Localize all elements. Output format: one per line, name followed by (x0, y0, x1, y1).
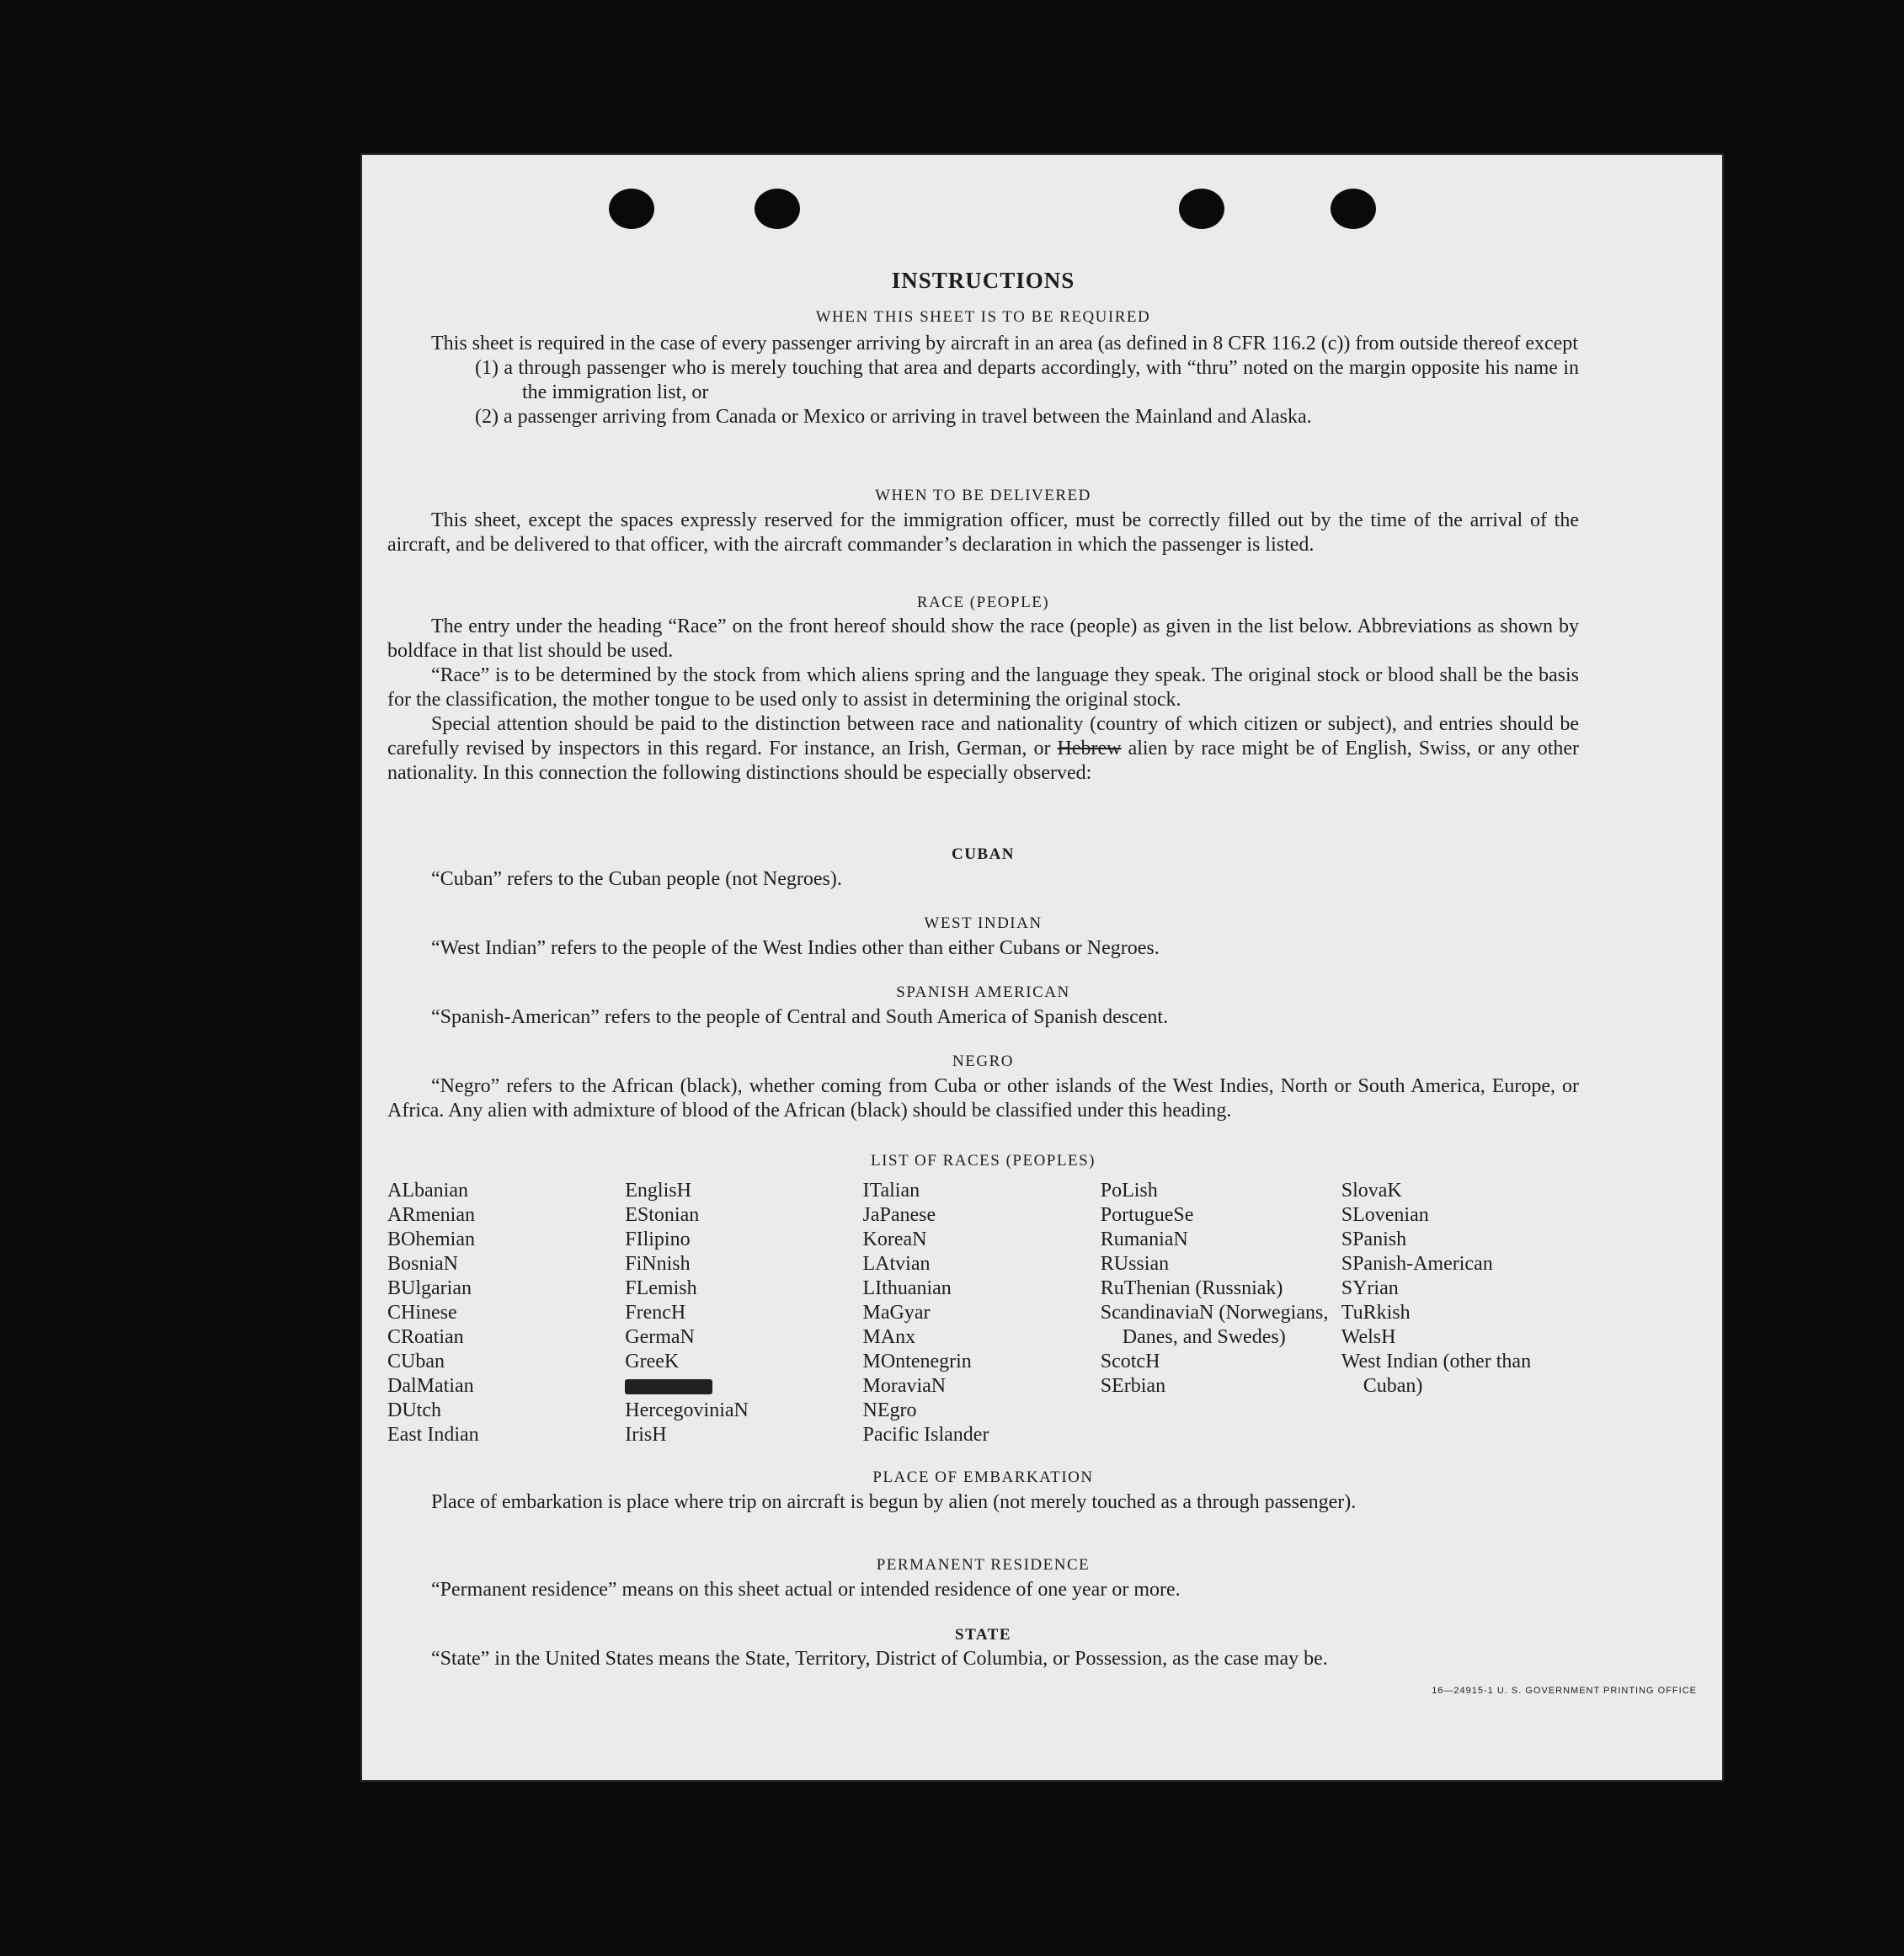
race-item: GreeK (625, 1351, 680, 1372)
punch-hole (1331, 189, 1376, 229)
race-item: HercegoviniaN (625, 1399, 749, 1421)
required-text: This sheet is required in the case of every passenger arriving by aircraft in an area (as defined in 8 CFR 116.2 (c)) from outside thereof except (431, 333, 1578, 354)
race-item: MoraviaN (862, 1375, 947, 1397)
races-column-1 (387, 1179, 625, 1447)
race-item: ScotcH (1100, 1351, 1160, 1372)
races-column-5 (1341, 1179, 1579, 1447)
race-item: PoLish (1100, 1180, 1158, 1202)
race-item: SYrian (1341, 1277, 1399, 1299)
document-page (362, 155, 1722, 1780)
redacted-race-item (625, 1374, 862, 1399)
spanish-american-text: “Spanish-American” refers to the people of Central and South America of Spanish descent. (431, 1006, 1169, 1028)
race-item: SlovaK (1341, 1180, 1402, 1202)
race-item: TuRkish (1341, 1302, 1411, 1324)
race-item: JaPanese (862, 1204, 936, 1226)
heading-spanish-american: SPANISH AMERICAN (896, 983, 1070, 1001)
race-item: MaGyar (862, 1302, 931, 1324)
races-column-4 (1101, 1179, 1341, 1447)
race-item: CHinese (387, 1302, 457, 1324)
race-item: WelsH (1341, 1326, 1396, 1348)
required-item-1: (1) a through passenger who is merely touching that area and departs accordingly, with “thru” noted on the margin opposite his name in the immigration list, or (475, 357, 1579, 403)
race-item: BosniaN (387, 1253, 458, 1275)
race-paragraph-1: The entry under the heading “Race” on the front hereof should show the race (people) as given in the list below. Abbreviations as shown by boldface in that list should be used. (387, 616, 1579, 662)
residence-text: “Permanent residence” means on this sheet actual or intended residence of one year or more. (431, 1579, 1181, 1601)
race-item: LAtvian (862, 1253, 931, 1275)
cuban-text: “Cuban” refers to the Cuban people (not Negroes). (431, 868, 842, 890)
race-item: EStonian (625, 1204, 700, 1226)
race-item: CRoatian (387, 1326, 464, 1348)
delivered-text: This sheet, except the spaces expressly reserved for the immigration officer, must be correctly filled out by the time of the arrival of the aircraft, and be delivered to that officer, with the aircraft commander’s declaration in which the passenger is listed. (387, 509, 1579, 556)
race-paragraph-3: Special attention should be paid to the distinction between race and nationality (country of which citizen or subject), and entries should be carefully revised by inspectors in this regard. For instance, an Irish, German, or Hebrew alien by race might be of English, Swiss, or any other nationality. In this connection the following distinctions should be especially observed: (387, 713, 1580, 784)
race-item: Pacific Islander (862, 1424, 989, 1446)
struck-word: Hebrew (1057, 738, 1122, 759)
print-footer: 16—24915-1 U. S. GOVERNMENT PRINTING OFFICE (1432, 1686, 1697, 1696)
race-item: ITalian (862, 1180, 920, 1202)
races-column-2 (625, 1179, 862, 1447)
race-item: SPanish (1341, 1228, 1407, 1250)
required-item-2: (2) a passenger arriving from Canada or Mexico or arriving in travel between the Mainland and Alaska. (475, 406, 1312, 428)
west-indian-text: “West Indian” refers to the people of the West Indies other than either Cubans or Negroes. (431, 937, 1160, 959)
race-item: DUtch (387, 1399, 441, 1421)
race-item: ScandinaviaN (Norwegians, Danes, and Swedes) (1100, 1302, 1329, 1348)
race-item: BUlgarian (387, 1277, 472, 1299)
heading-state: STATE (955, 1626, 1011, 1644)
race-item: RuThenian (Russniak) (1100, 1277, 1283, 1299)
race-item: West Indian (other than Cuban) (1341, 1351, 1532, 1397)
race-item: SErbian (1100, 1375, 1166, 1397)
state-text: “State” in the United States means the State, Territory, District of Columbia, or Possession, as the case may be. (431, 1648, 1328, 1670)
race-item: DalMatian (387, 1375, 474, 1397)
heading-west-indian: WEST INDIAN (924, 914, 1043, 932)
races-column-3 (863, 1179, 1101, 1447)
heading-cuban: CUBAN (951, 845, 1016, 863)
race-item: FrencH (625, 1302, 686, 1324)
race-item: NEgro (862, 1399, 917, 1421)
race-item: BOhemian (387, 1228, 475, 1250)
race-item: MOntenegrin (862, 1351, 972, 1372)
race-item: ARmenian (387, 1204, 475, 1226)
race-item: RUssian (1100, 1253, 1170, 1275)
race-item: CUban (387, 1351, 445, 1372)
race-item: ALbanian (387, 1180, 468, 1202)
heading-residence: PERMANENT RESIDENCE (876, 1556, 1091, 1574)
race-item: FiNnish (625, 1253, 691, 1275)
heading-required: WHEN THIS SHEET IS TO BE REQUIRED (815, 308, 1151, 326)
race-item: FIlipino (625, 1228, 691, 1250)
race-item: KoreaN (862, 1228, 927, 1250)
punch-hole (609, 189, 654, 229)
race-item: MAnx (862, 1326, 916, 1348)
punch-hole (1179, 189, 1224, 229)
embarkation-text: Place of embarkation is place where trip on aircraft is begun by alien (not merely touched as a through passenger). (431, 1491, 1357, 1513)
race-item: EnglisH (625, 1180, 691, 1202)
race-item: PortugueSe (1100, 1204, 1194, 1226)
heading-race: RACE (PEOPLE) (916, 594, 1050, 611)
page-title: INSTRUCTIONS (891, 268, 1075, 293)
race-item: GermaN (625, 1326, 695, 1348)
race-item: FLemish (625, 1277, 697, 1299)
race-item: IrisH (625, 1424, 667, 1446)
race-paragraph-2: “Race” is to be determined by the stock from which aliens spring and the language they speak. The original stock or blood shall be the basis for the classification, the mother tongue to be used only to assist in determining the original stock. (387, 664, 1579, 711)
heading-negro: NEGRO (952, 1053, 1014, 1070)
negro-text: “Negro” refers to the African (black), whether coming from Cuba or other islands of the West Indies, North or South America, Europe, or Africa. Any alien with admixture of blood of the African (black) should be classified under this heading. (387, 1075, 1579, 1122)
race-item: LIthuanian (862, 1277, 952, 1299)
heading-races-list: LIST OF RACES (PEOPLES) (871, 1152, 1096, 1170)
heading-delivered: WHEN TO BE DELIVERED (875, 487, 1091, 504)
race-item: SLovenian (1341, 1204, 1429, 1226)
race-item: RumaniaN (1100, 1228, 1188, 1250)
heading-embarkation: PLACE OF EMBARKATION (872, 1468, 1094, 1486)
race-item: SPanish-American (1341, 1253, 1493, 1275)
punch-hole (755, 189, 800, 229)
races-list (387, 1179, 1579, 1447)
redaction-mark (625, 1379, 712, 1394)
race-item: East Indian (387, 1424, 479, 1446)
